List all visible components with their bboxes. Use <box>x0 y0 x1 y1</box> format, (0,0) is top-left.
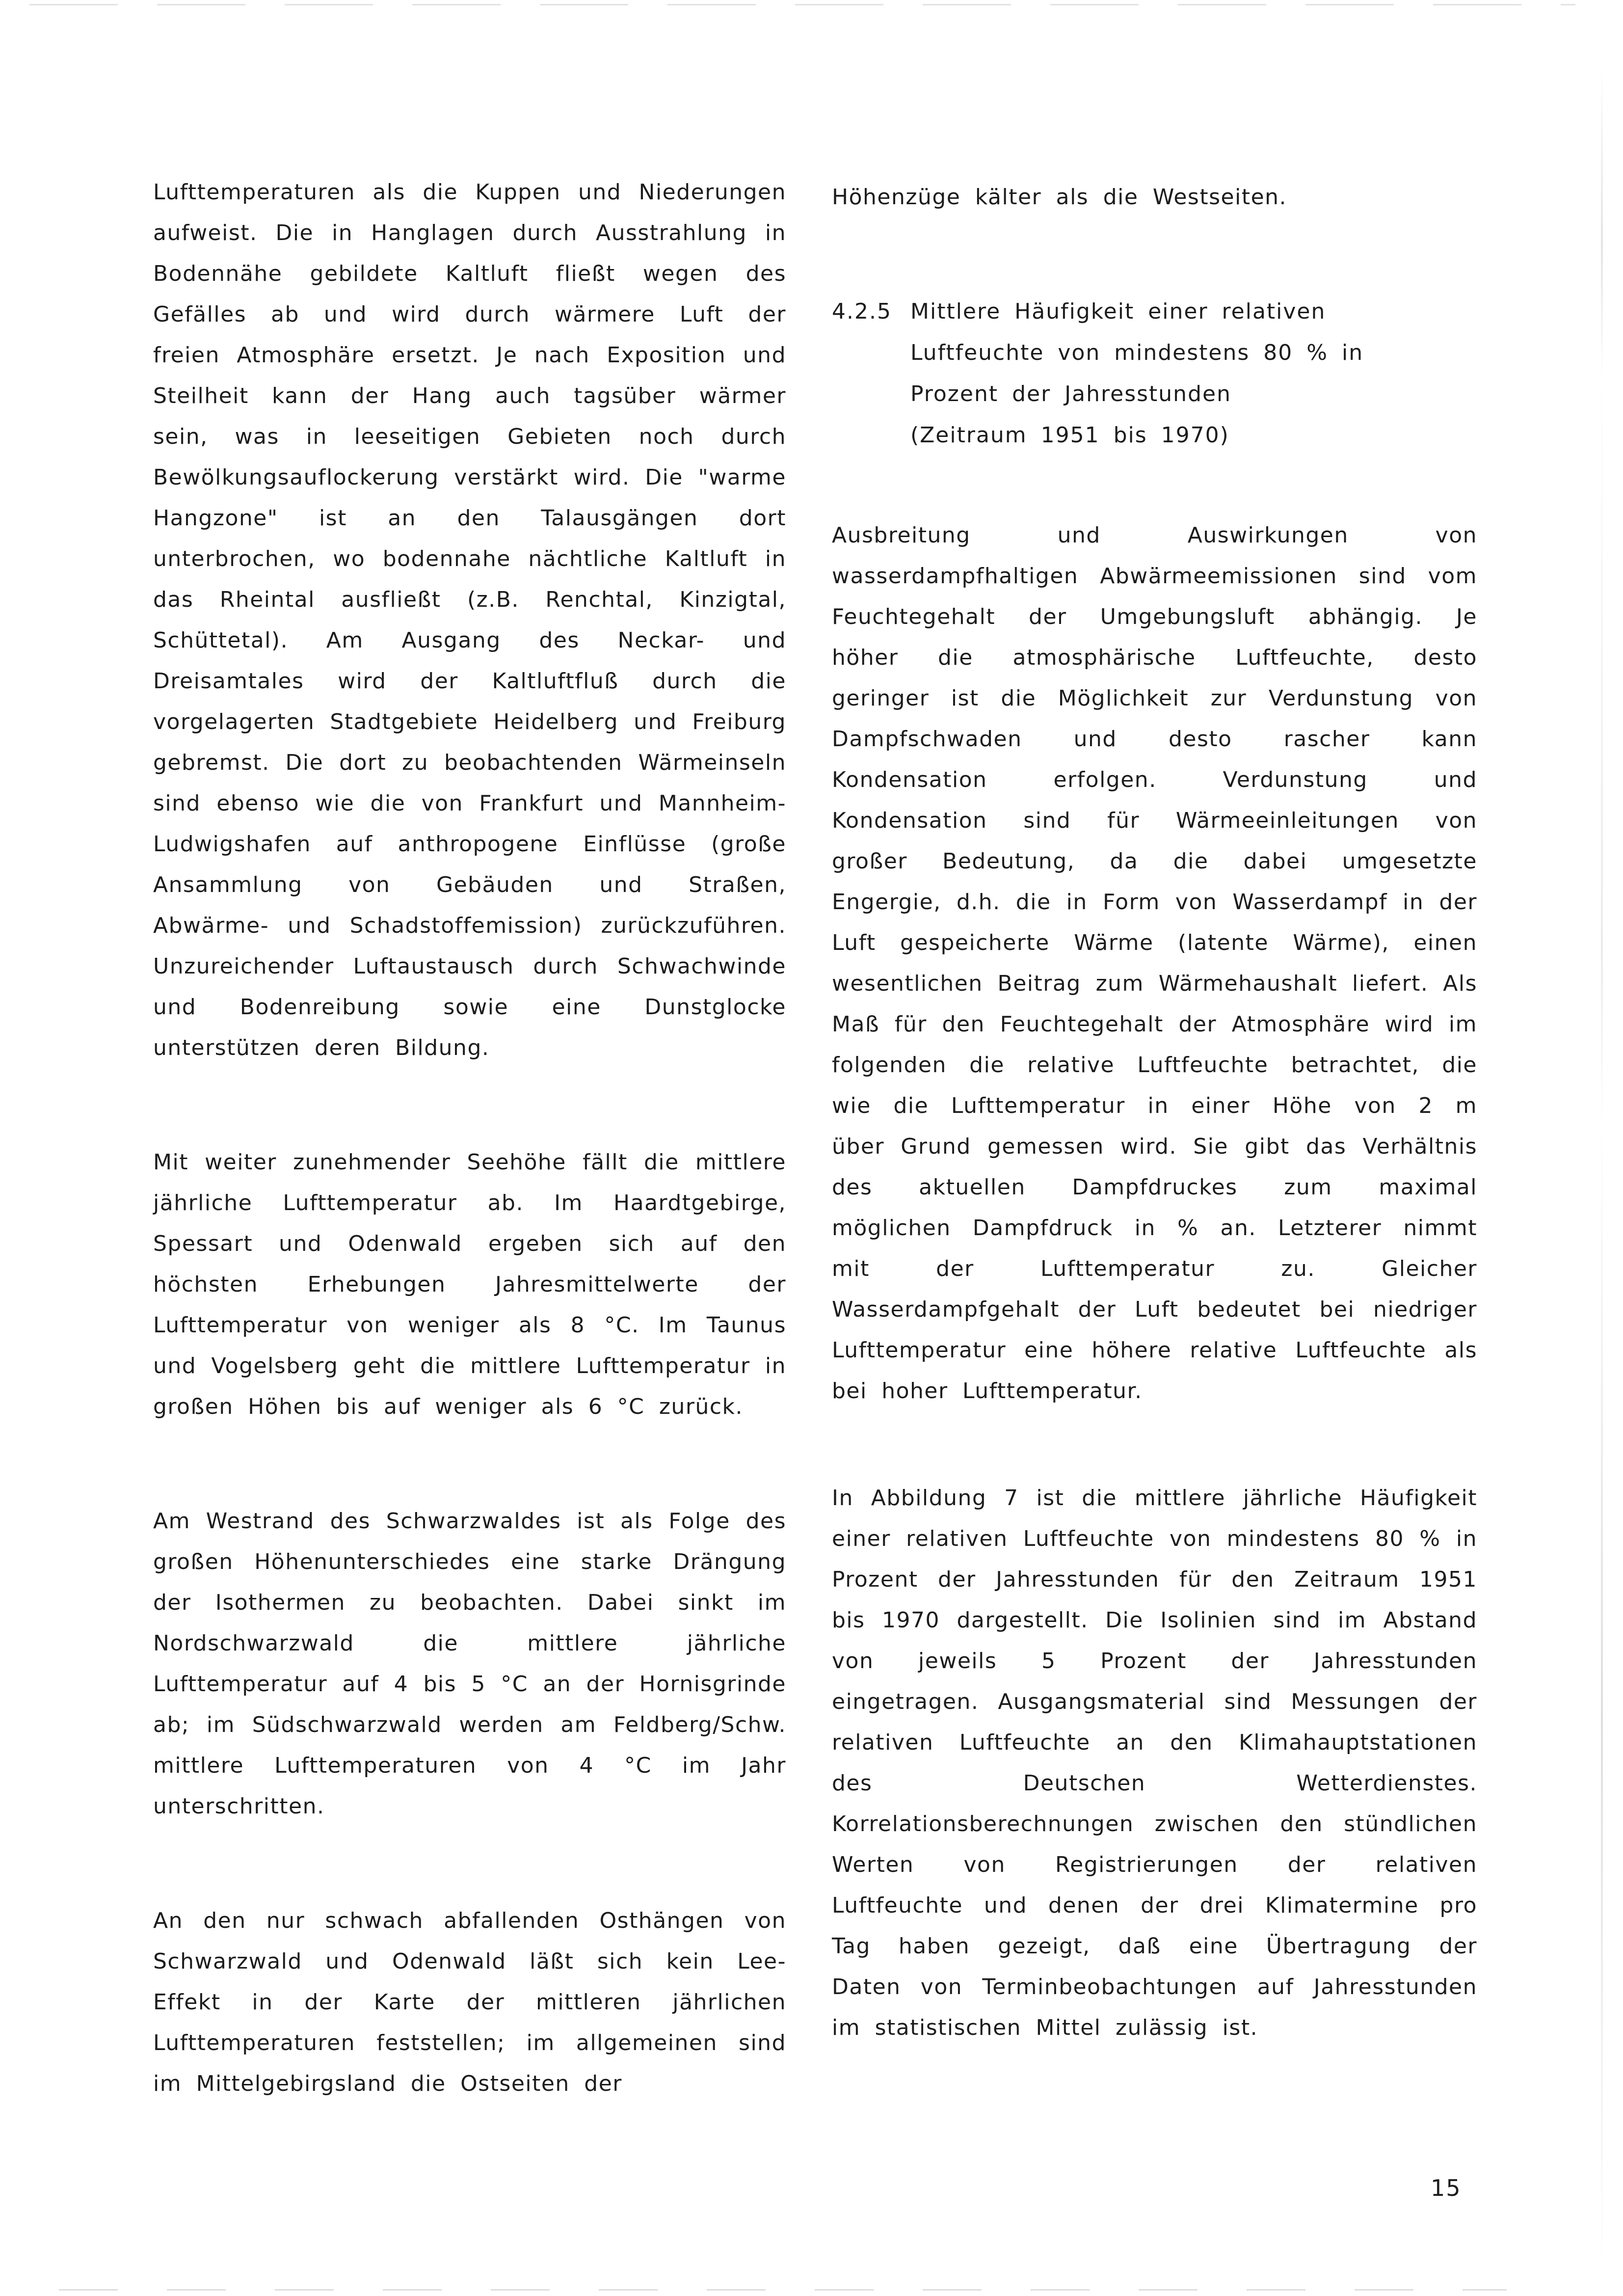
paragraph-left-4: An den nur schwach abfallenden Osthängen von Schwarzwald und Odenwald läßt sich kein Lee-Effekt in der Karte der mittleren jährlichen Lufttemperaturen feststellen; im allgemeinen sind im Mittelgebirgsland die Ostseiten der <box>153 1908 786 2096</box>
scan-edge-top <box>29 4 1575 5</box>
left-column <box>153 172 786 2104</box>
scan-edge-bottom <box>59 2289 1507 2291</box>
paragraph-right-2: In Abbildung 7 ist die mittlere jährliche Häufigkeit einer relativen Luftfeuchte von mindestens 80 % in Prozent der Jahresstunden für den Zeitraum 1951 bis 1970 dargestellt. Die Isolinien sind im Abstand von jeweils 5 Prozent der Jahresstunden eingetragen. Ausgangsmaterial sind Messungen der relativen Luftfeuchte an den Klimahauptstationen des Deutschen Wetterdienstes. Korrelationsberechnungen zwischen den stündlichen Werten von Registrierungen der relativen Luftfeuchte und denen der drei Klimatermine pro Tag haben gezeigt, daß eine Übertragung der Daten von Terminbeobachtungen auf Jahresstunden im statistischen Mittel zulässig ist. <box>832 1486 1477 2040</box>
section-number: 4.2.5 <box>832 299 892 324</box>
scan-edge-right <box>1601 69 1603 2268</box>
paragraph-left-2: Mit weiter zunehmender Seehöhe fällt die mittlere jährliche Lufttemperatur ab. Im Haardtgebirge, Spessart und Odenwald ergeben sich auf den höchsten Erhebungen Jahresmittelwerte der Lufttemperatur von weniger als 8 °C. Im Taunus und Vogelsberg geht die mittlere Lufttemperatur in großen Höhen bis auf weniger als 6 °C zurück. <box>153 1150 786 1419</box>
section-heading <box>832 291 1477 456</box>
right-column <box>832 177 1477 2048</box>
page-number: 15 <box>1431 2175 1462 2201</box>
heading-line-4: (Zeitraum 1951 bis 1970) <box>910 423 1229 448</box>
heading-line-3: Prozent der Jahresstunden <box>910 381 1231 406</box>
paragraph-left-3: Am Westrand des Schwarzwaldes ist als Folge des großen Höhenunterschiedes eine starke Drängung der Isothermen zu beobachten. Dabei sinkt im Nordschwarzwald die mittlere jährliche Lufttemperatur auf 4 bis 5 °C an der Hornisgrinde ab; im Südschwarzwald werden am Feldberg/Schw. mittlere Lufttemperaturen von 4 °C im Jahr unterschritten. <box>153 1509 786 1819</box>
heading-line-1: Mittlere Häufigkeit einer relativen <box>910 299 1326 324</box>
paragraph-right-1: Ausbreitung und Auswirkungen von wasserdampfhaltigen Abwärmeemissionen sind vom Feuchtegehalt der Umgebungsluft abhängig. Je höher die atmosphärische Luftfeuchte, desto geringer ist die Möglichkeit zur Verdunstung von Dampfschwaden und desto rascher kann Kondensation erfolgen. Verdunstung und Kondensation sind für Wärmeeinleitungen von großer Bedeutung, da die dabei umgesetzte Engergie, d.h. die in Form von Wasserdampf in der Luft gespeicherte Wärme (latente Wärme), einen wesentlichen Beitrag zum Wärmehaushalt liefert. Als Maß für den Feuchtegehalt der Atmosphäre wird im folgenden die relative Luftfeuchte betrachtet, die wie die Lufttemperatur in einer Höhe von 2 m über Grund gemessen wird. Sie gibt das Verhältnis des aktuellen Dampfdruckes zum maximal möglichen Dampfdruck in % an. Letzterer nimmt mit der Lufttemperatur zu. Gleicher Wasserdampfgehalt der Luft bedeutet bei niedriger Lufttemperatur eine höhere relative Luftfeuchte als bei hoher Lufttemperatur. <box>832 523 1477 1404</box>
paragraph-left-1: Lufttemperaturen als die Kuppen und Niederungen aufweist. Die in Hanglagen durch Ausstrahlung in Bodennähe gebildete Kaltluft fließt wegen des Gefälles ab und wird durch wärmere Luft der freien Atmosphäre ersetzt. Je nach Exposition und Steilheit kann der Hang auch tagsüber wärmer sein, was in leeseitigen Gebieten noch durch Bewölkungsauflockerung verstärkt wird. Die "warme Hangzone" ist an den Talausgängen dort unterbrochen, wo bodennahe nächtliche Kaltluft in das Rheintal ausfließt (z.B. Renchtal, Kinzigtal, Schüttetal). Am Ausgang des Neckar- und Dreisamtales wird der Kaltluftfluß durch die vorgelagerten Stadtgebiete Heidelberg und Freiburg gebremst. Die dort zu beobachtenden Wärmeinseln sind ebenso wie die von Frankfurt und Mannheim-Ludwigshafen auf anthropogene Einflüsse (große Ansammlung von Gebäuden und Straßen, Abwärme- und Schadstoffemission) zurückzuführen. Unzureichender Luftaustausch durch Schwachwinde und Bodenreibung sowie eine Dunstglocke unterstützen deren Bildung. <box>153 180 786 1060</box>
paragraph-right-0: Höhenzüge kälter als die Westseiten. <box>832 185 1287 210</box>
heading-line-2: Luftfeuchte von mindestens 80 % in <box>910 340 1364 365</box>
